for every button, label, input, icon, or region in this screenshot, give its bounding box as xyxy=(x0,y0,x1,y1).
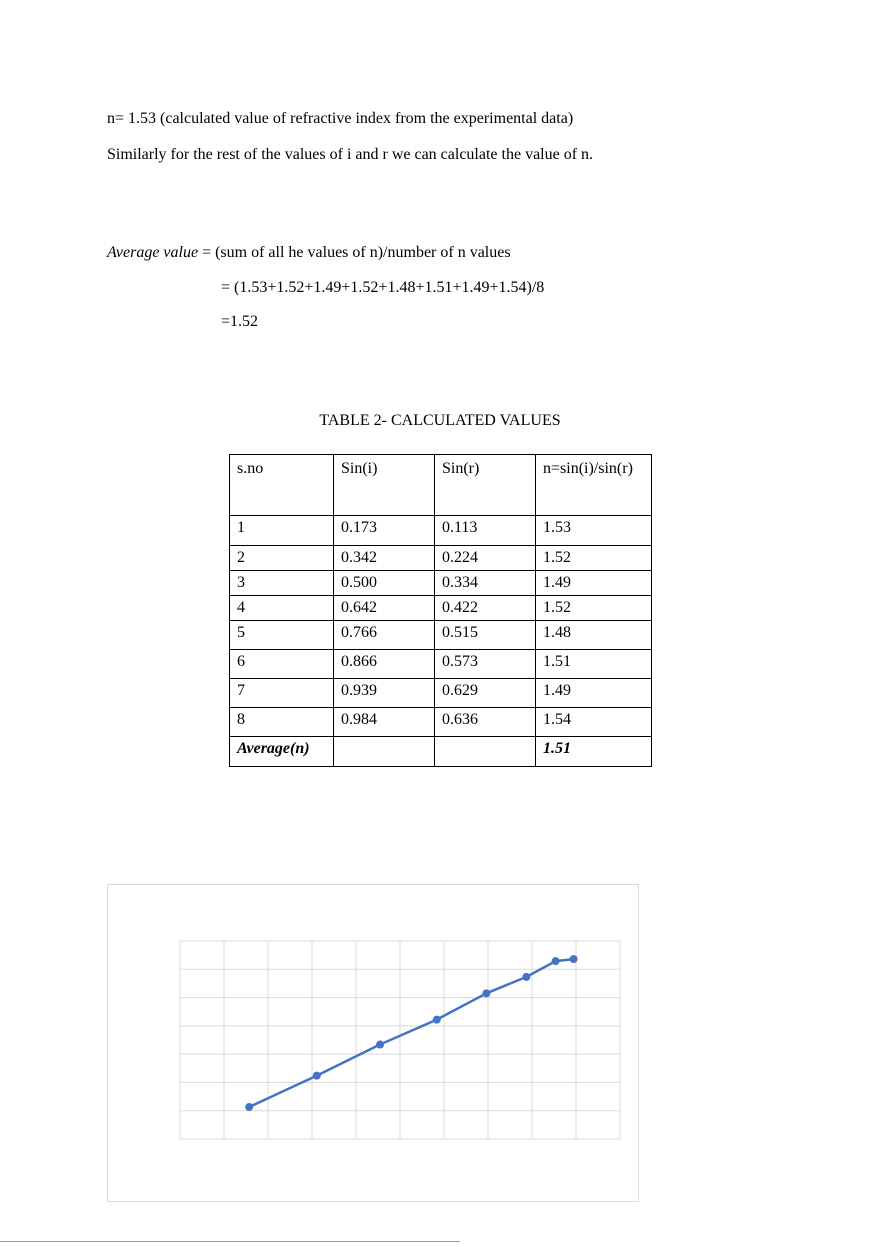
cell-sin-i: 0.939 xyxy=(334,679,435,708)
table-row xyxy=(230,708,652,737)
cell-n: 1.49 xyxy=(536,679,652,708)
table-average-row xyxy=(230,737,652,767)
cell-average-label: Average(n) xyxy=(230,737,334,767)
data-point xyxy=(570,955,578,963)
cell-n: 1.53 xyxy=(536,516,652,546)
cell-sin-i: 0.173 xyxy=(334,516,435,546)
data-point xyxy=(552,957,560,965)
average-sum-line: = (1.53+1.52+1.49+1.52+1.48+1.51+1.49+1.54)/8 xyxy=(221,279,545,296)
cell-sin-i: 0.866 xyxy=(334,650,435,679)
data-point xyxy=(245,1103,253,1111)
average-result-line: =1.52 xyxy=(221,313,259,330)
series-line xyxy=(249,959,573,1107)
data-point xyxy=(376,1041,384,1049)
cell-sin-r: 0.422 xyxy=(435,596,536,621)
average-formula-line xyxy=(107,244,511,262)
cell-n: 1.48 xyxy=(536,621,652,650)
table-header-row xyxy=(230,455,652,516)
header-sin-i: Sin(i) xyxy=(334,455,435,516)
calculated-values-table xyxy=(229,454,652,767)
cell-sno: 3 xyxy=(230,571,334,596)
cell-sin-i: 0.342 xyxy=(334,546,435,571)
cell-sin-r: 0.113 xyxy=(435,516,536,546)
cell-sin-r: 0.573 xyxy=(435,650,536,679)
average-value-label: Average value xyxy=(107,244,199,261)
cell-sin-r: 0.629 xyxy=(435,679,536,708)
cell-average-value: 1.51 xyxy=(536,737,652,767)
cell-n: 1.52 xyxy=(536,546,652,571)
chart-frame xyxy=(107,884,639,1202)
similarly-line: Similarly for the rest of the values of i and r we can calculate the value of n. xyxy=(107,146,594,163)
data-point xyxy=(313,1072,321,1080)
average-formula-text: = (sum of all he values of n)/number of n values xyxy=(198,244,511,261)
table-row xyxy=(230,516,652,546)
cell-sin-i: 0.766 xyxy=(334,621,435,650)
cell-n: 1.51 xyxy=(536,650,652,679)
cell-sno: 5 xyxy=(230,621,334,650)
header-sno: s.no xyxy=(230,455,334,516)
cell-sin-i: 0.500 xyxy=(334,571,435,596)
footer-rule xyxy=(0,1241,460,1242)
cell-empty xyxy=(334,737,435,767)
cell-sno: 2 xyxy=(230,546,334,571)
sin-i-vs-sin-r-chart xyxy=(108,885,638,1201)
data-point xyxy=(482,989,490,997)
cell-sin-i: 0.642 xyxy=(334,596,435,621)
table-row xyxy=(230,571,652,596)
cell-sin-r: 0.334 xyxy=(435,571,536,596)
cell-empty xyxy=(435,737,536,767)
calc-line: n= 1.53 (calculated value of refractive index from the experimental data) xyxy=(107,110,574,127)
table-row xyxy=(230,650,652,679)
cell-sin-r: 0.515 xyxy=(435,621,536,650)
header-sin-r: Sin(r) xyxy=(435,455,536,516)
cell-sin-r: 0.224 xyxy=(435,546,536,571)
cell-n: 1.54 xyxy=(536,708,652,737)
table-row xyxy=(230,596,652,621)
cell-sin-i: 0.984 xyxy=(334,708,435,737)
table-title: TABLE 2- CALCULATED VALUES xyxy=(319,412,561,429)
header-n: n=sin(i)/sin(r) xyxy=(536,455,652,516)
data-point xyxy=(433,1016,441,1024)
cell-sno: 8 xyxy=(230,708,334,737)
cell-n: 1.49 xyxy=(536,571,652,596)
table-row xyxy=(230,679,652,708)
cell-sno: 4 xyxy=(230,596,334,621)
table-row xyxy=(230,621,652,650)
cell-n: 1.52 xyxy=(536,596,652,621)
cell-sno: 6 xyxy=(230,650,334,679)
table-row xyxy=(230,546,652,571)
cell-sno: 7 xyxy=(230,679,334,708)
cell-sno: 1 xyxy=(230,516,334,546)
data-point xyxy=(522,973,530,981)
cell-sin-r: 0.636 xyxy=(435,708,536,737)
